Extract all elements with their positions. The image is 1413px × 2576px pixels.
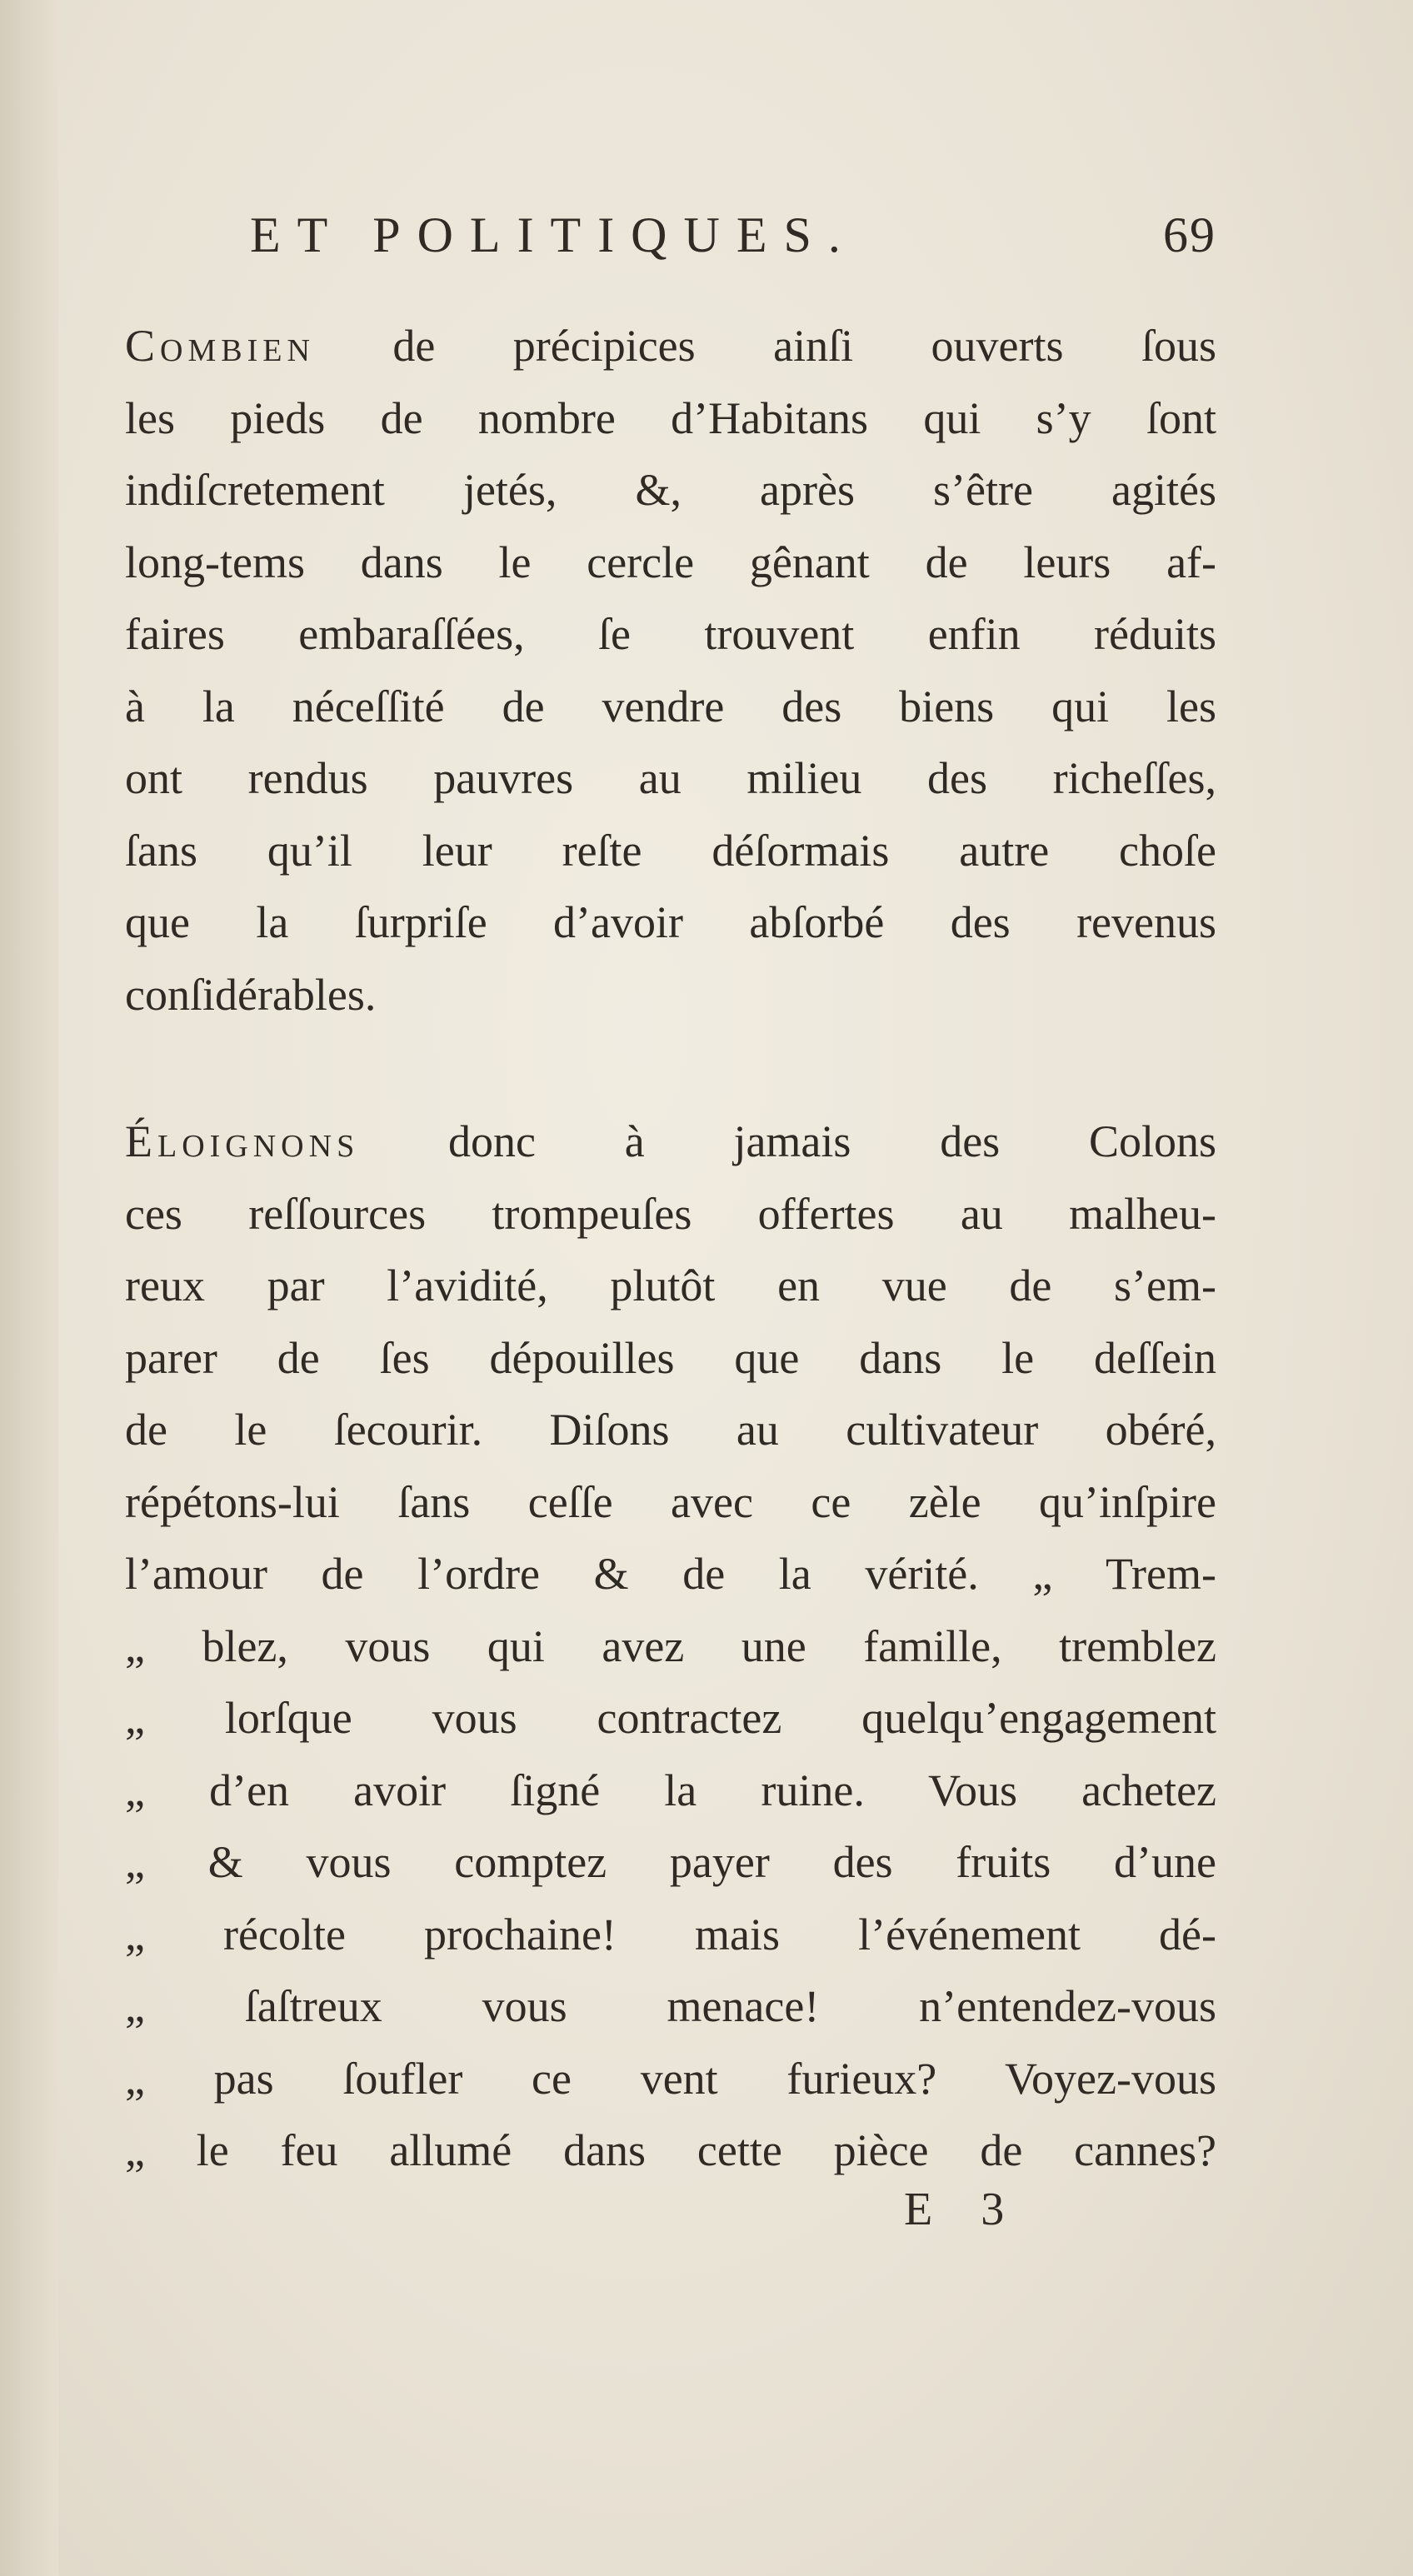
signature-mark: E 3 — [904, 2184, 1023, 2235]
text-run: de précipices ainſi ouverts ſous — [314, 321, 1216, 371]
text-line: faires embaraſſées, ſe trouvent enfin réduits — [125, 609, 1216, 659]
text-line: de le ſecourir. Diſons au cultivateur obéré, — [125, 1405, 1216, 1455]
text-line: „ d’en avoir ſigné la ruine. Vous achetez — [125, 1765, 1216, 1815]
text-line: ſans qu’il leur reſte déſormais autre choſe — [125, 825, 1216, 876]
text-line: „ ſaſtreux vous menace! n’entendez-vous — [125, 1981, 1216, 2031]
paragraph-1 — [125, 310, 1216, 1031]
text-line: long-tems dans le cercle gênant de leurs af- — [125, 537, 1216, 587]
text-line: ces reſſources trompeuſes offertes au malheu- — [125, 1188, 1216, 1239]
text-line: à la néceſſité de vendre des biens qui les — [125, 681, 1216, 731]
page-gutter-shadow — [0, 0, 58, 2576]
text-line: „ lorſque vous contractez quelqu’engagement — [125, 1693, 1216, 1743]
paragraph-lead-word: Combien — [125, 321, 315, 371]
text-line: „ pas ſoufler ce vent furieux? Voyez-vous — [125, 2053, 1216, 2104]
text-line: l’amour de l’ordre & de la vérité. „ Trem- — [125, 1549, 1216, 1599]
text-line: „ le feu allumé dans cette pièce de cannes? — [125, 2125, 1216, 2175]
body-text — [125, 310, 1216, 2187]
text-line: répétons-lui ſans ceſſe avec ce zèle qu’inſpire — [125, 1476, 1216, 1527]
paragraph-2 — [125, 1106, 1216, 2187]
text-line: ont rendus pauvres au milieu des richeſſes, — [125, 753, 1216, 803]
text-line: conſidérables. — [125, 969, 377, 1020]
text-line: que la ſurpriſe d’avoir abſorbé des revenus — [125, 897, 1216, 947]
text-line: „ blez, vous qui avez une famille, tremblez — [125, 1620, 1216, 1671]
paragraph-lead-word: Éloignons — [125, 1116, 360, 1166]
text-line: indiſcretement jetés, &, après s’être agités — [125, 465, 1216, 515]
text-line — [125, 310, 1216, 382]
paragraph-gap — [125, 1031, 1216, 1106]
text-line — [125, 1106, 1216, 1178]
running-head-title: ET POLITIQUES. — [250, 207, 857, 262]
text-run: donc à jamais des Colons — [359, 1116, 1216, 1166]
text-line: parer de ſes dépouilles que dans le deſſein — [125, 1332, 1216, 1383]
running-head — [250, 207, 1216, 273]
text-line: „ & vous comptez payer des fruits d’une — [125, 1837, 1216, 1887]
text-line: „ récolte prochaine! mais l’événement dé- — [125, 1909, 1216, 1959]
page-number: 69 — [1163, 207, 1216, 262]
text-line: les pieds de nombre d’Habitans qui s’y ſont — [125, 392, 1216, 443]
text-line: reux par l’avidité, plutôt en vue de s’em- — [125, 1261, 1216, 1310]
